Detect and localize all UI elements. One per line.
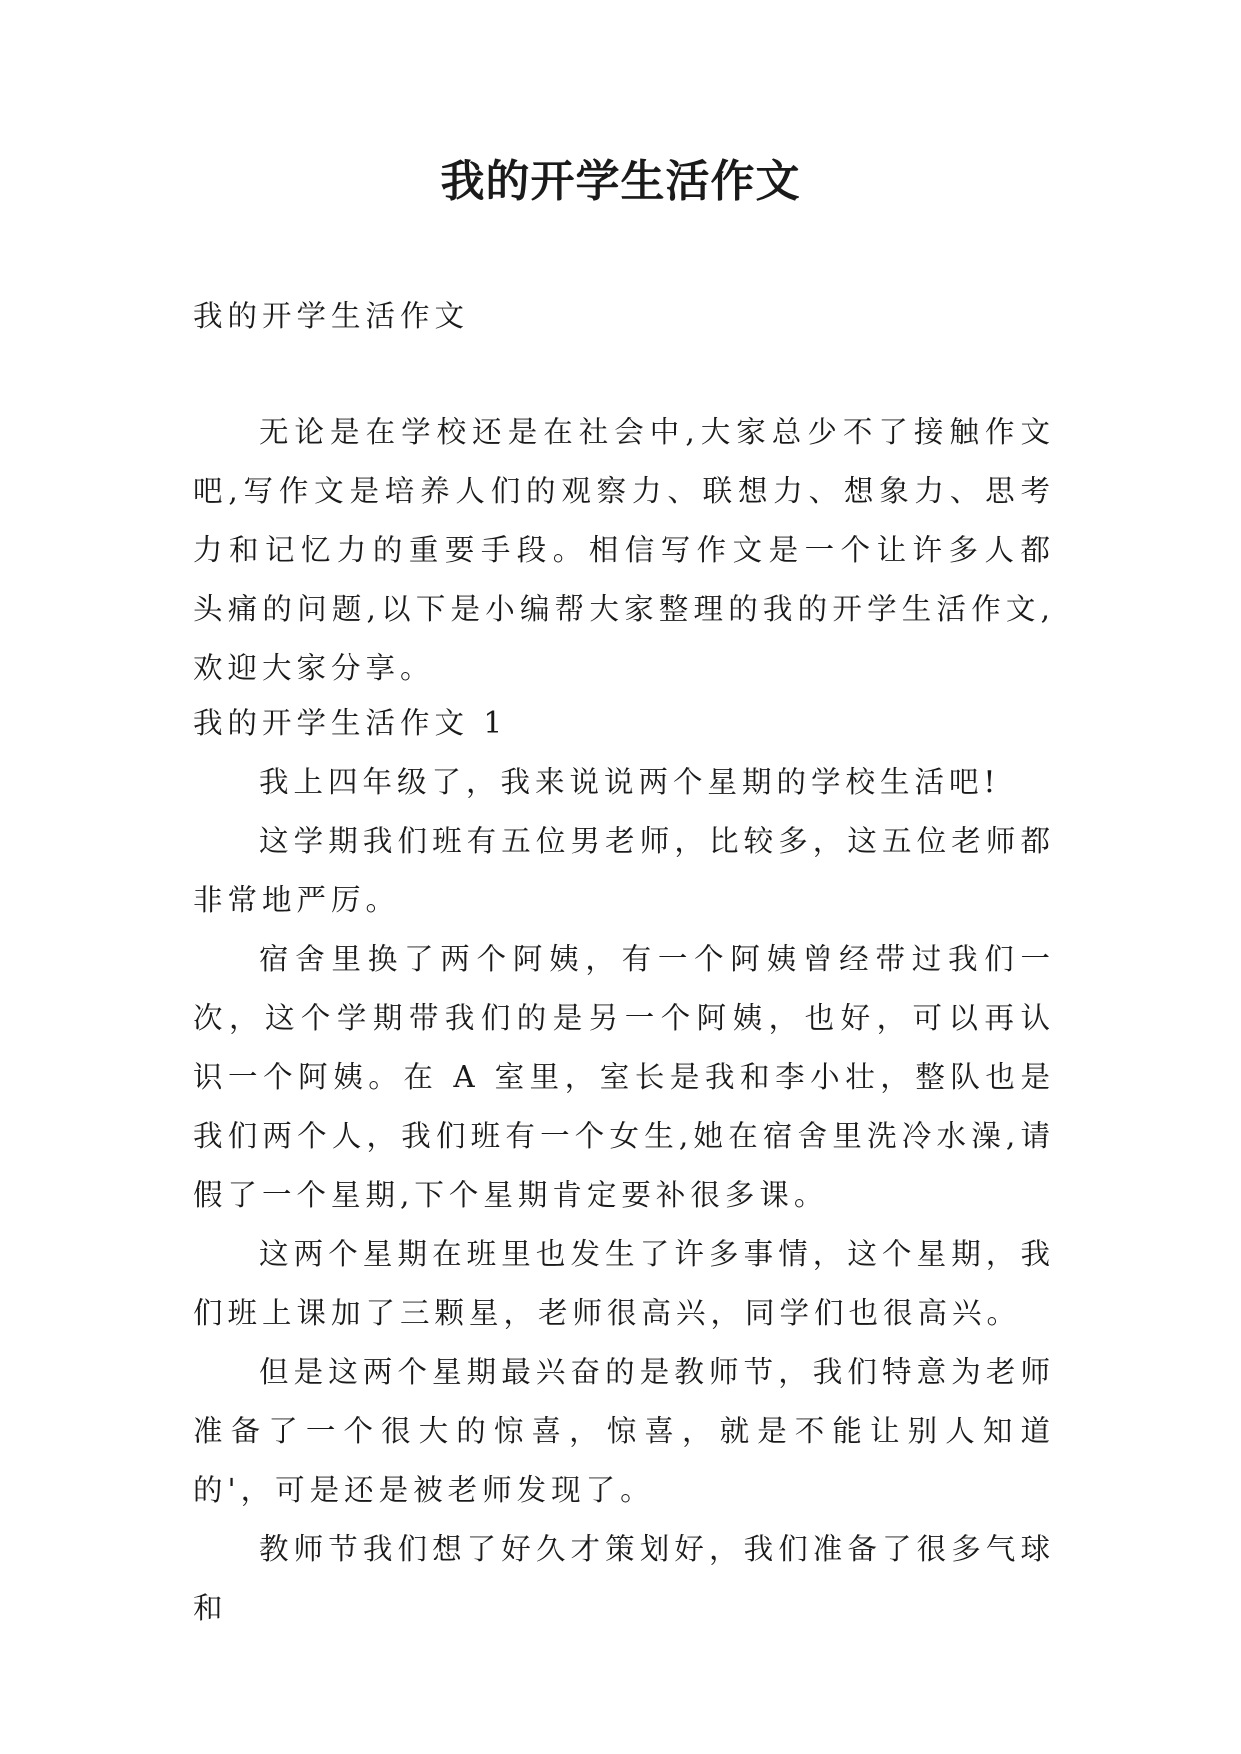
essay-heading: 我的开学生活作文 1 — [193, 706, 508, 740]
essay-paragraph: 但是这两个星期最兴奋的是教师节，我们特意为老师准备了一个很大的惊喜，惊喜，就是不能让别人知道的'，可是还是被老师发现了。 — [193, 1355, 1055, 1507]
document-title: 我的开学生活作文 — [440, 156, 801, 207]
essay-paragraph: 我上四年级了，我来说说两个星期的学校生活吧! — [259, 765, 1001, 799]
essay-paragraph: 教师节我们想了好久才策划好，我们准备了很多气球和 — [193, 1532, 1055, 1625]
intro-paragraph: 无论是在学校还是在社会中,大家总少不了接触作文吧,写作文是培养人们的观察力、联想力、想象力、思考力和记忆力的重要手段。相信写作文是一个让许多人都头痛的问题,以下是小编帮大家整理的我的开学生活作文,欢迎大家分享。 — [193, 415, 1055, 685]
essay-paragraph: 这两个星期在班里也发生了许多事情，这个星期，我们班上课加了三颗星，老师很高兴，同学们也很高兴。 — [193, 1237, 1055, 1330]
document-subtitle: 我的开学生活作文 — [193, 299, 470, 333]
essay-body — [193, 753, 1055, 1638]
essay-paragraph: 这学期我们班有五位男老师，比较多，这五位老师都非常地严厉。 — [193, 824, 1055, 917]
essay-paragraph: 宿舍里换了两个阿姨，有一个阿姨曾经带过我们一次，这个学期带我们的是另一个阿姨，也好，可以再认识一个阿姨。在 A 室里，室长是我和李小壮，整队也是我们两个人，我们班有一个女生,她在宿舍里洗冷水澡,请假了一个星期,下个星期肯定要补很多课。 — [193, 942, 1055, 1212]
